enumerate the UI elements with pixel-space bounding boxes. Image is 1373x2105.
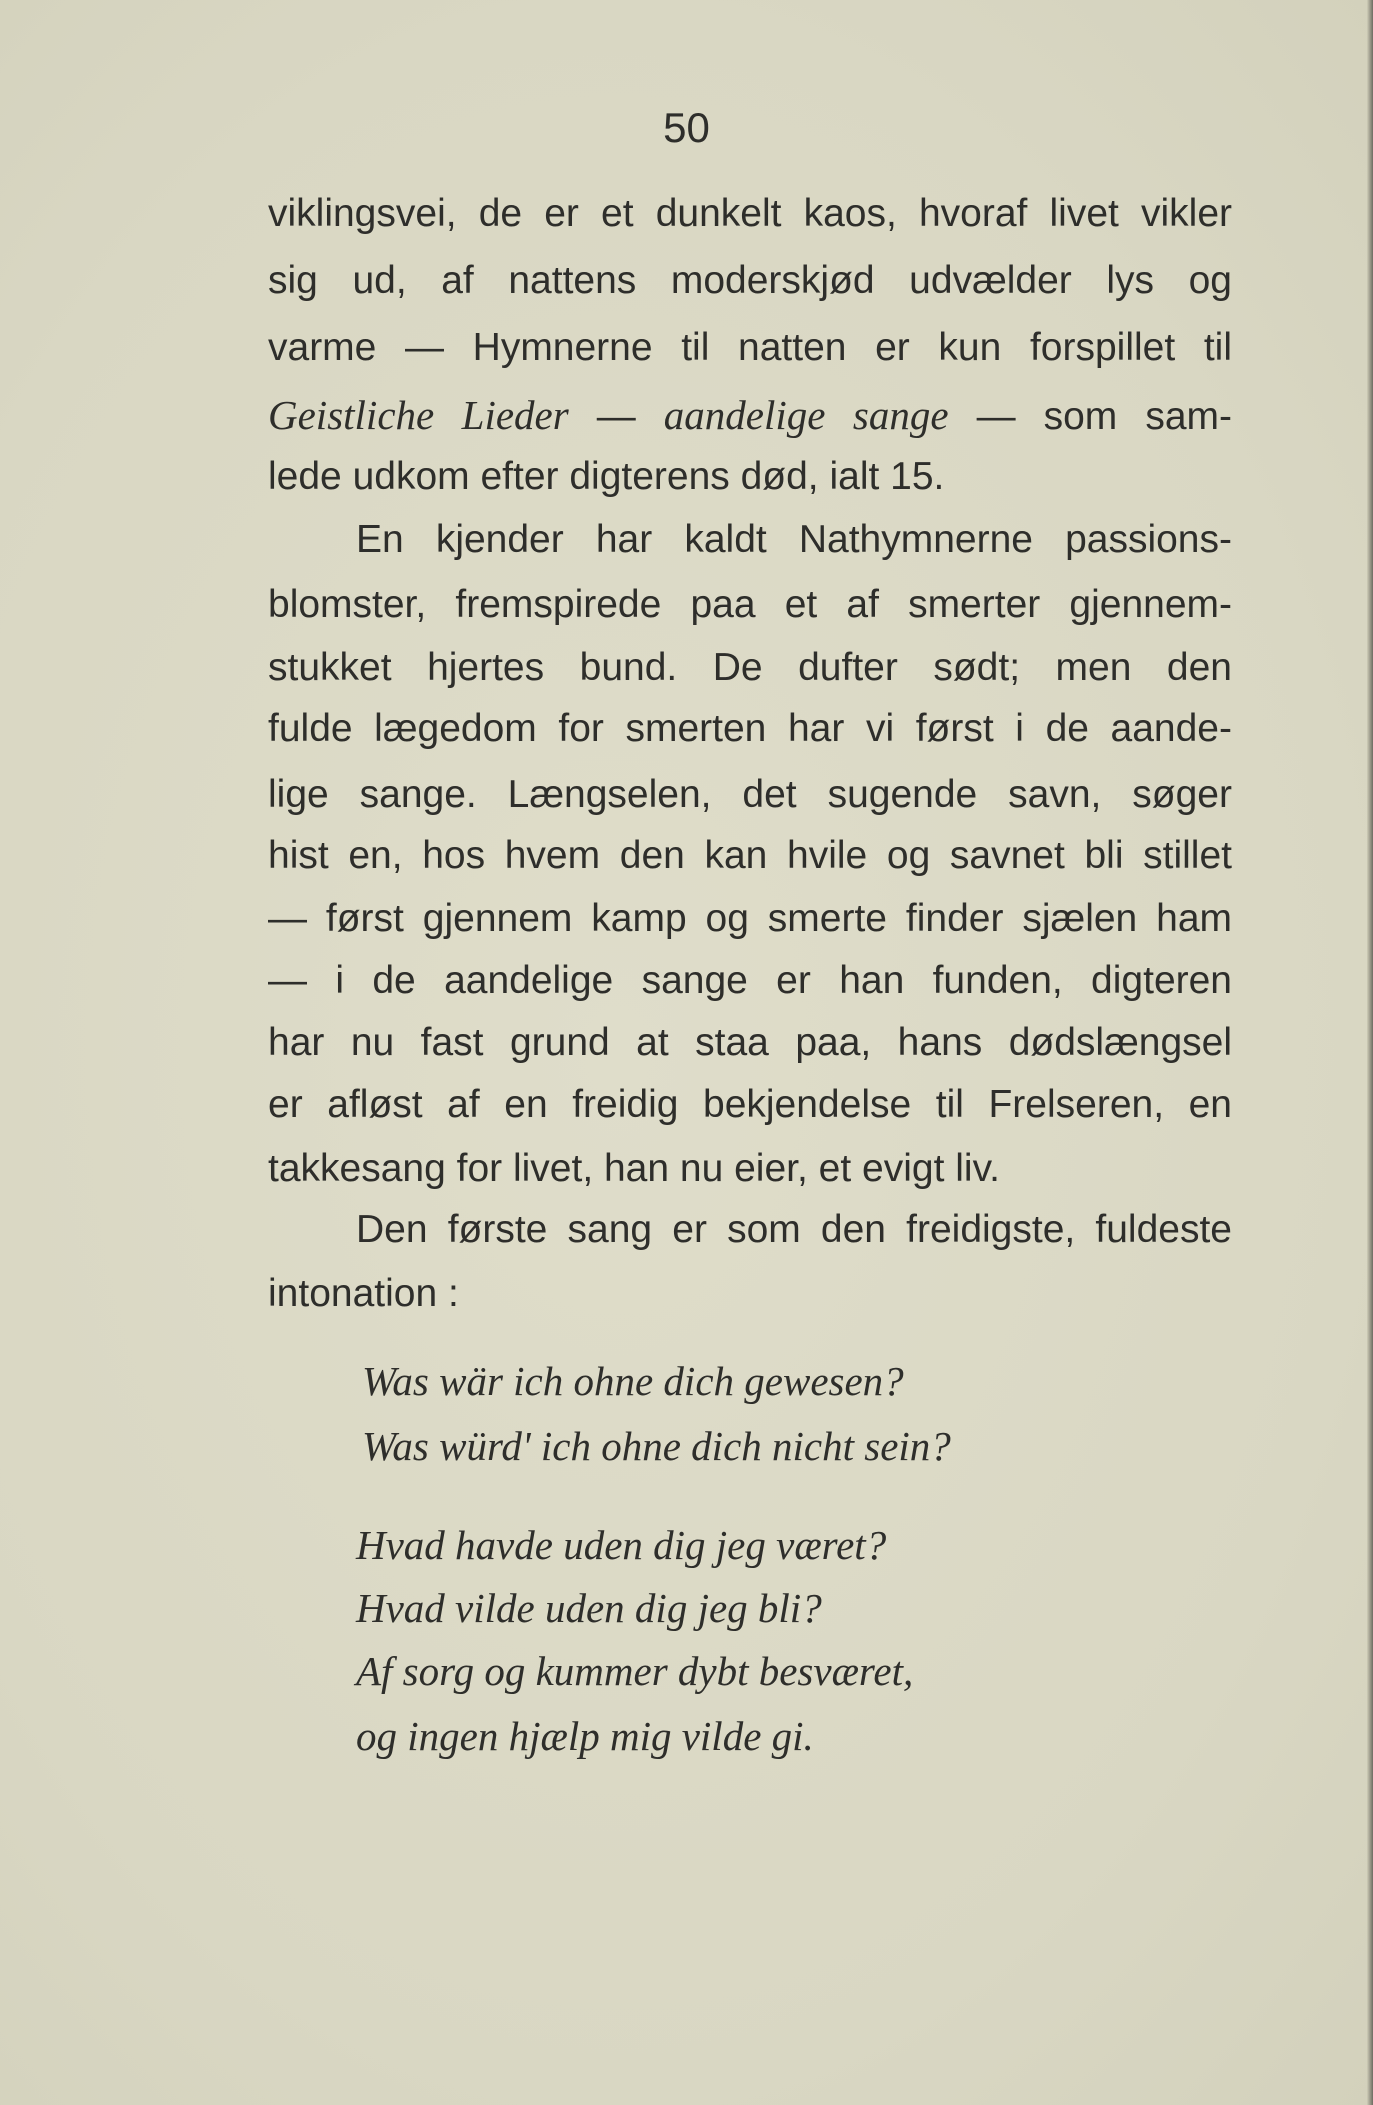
verse-line-danish: Hvad havde uden dig jeg været? [356,1522,887,1568]
text-line: takkesang for livet, han nu eier, et evigt liv. [268,1147,1001,1190]
text-line: blomster, fremspirede paa et af smerter gjennem- [268,583,1232,626]
text-line: lede udkom efter digterens død, ialt 15. [268,455,945,498]
text-line: hist en, hos hvem den kan hvile og savnet bli stillet [268,834,1232,877]
text-line: viklingsvei, de er et dunkelt kaos, hvoraf livet vikler [268,192,1232,235]
text-line-with-italics [268,390,1232,440]
text-run: — som sam- [948,395,1232,438]
text-line: har nu fast grund at staa paa, hans dødslængsel [268,1021,1232,1064]
page-number: 50 [663,104,710,151]
page-edge-shadow [1367,0,1373,2105]
paragraph-start-line: En kjender har kaldt Nathymnerne passions- [356,518,1232,561]
verse-line-german: Was würd' ich ohne dich nicht sein? [362,1423,951,1469]
verse-line-german: Was wär ich ohne dich gewesen? [362,1358,904,1404]
text-line: lige sange. Længselen, det sugende savn, søger [268,773,1232,816]
text-line: stukket hjertes bund. De dufter sødt; men den [268,646,1232,689]
italic-title-aandelige-sange: aandelige sange [663,392,949,438]
text-line: er afløst af en freidig bekjendelse til Frelseren, en [268,1083,1232,1126]
text-line: intonation : [268,1272,459,1315]
verse-line-danish: Af sorg og kummer dybt besværet, [356,1648,914,1694]
dash-separator: — [568,395,664,438]
verse-line-danish: Hvad vilde uden dig jeg bli? [356,1585,822,1631]
text-line: — først gjennem kamp og smerte finder sjælen ham [268,897,1232,940]
text-line: — i de aandelige sange er han funden, digteren [268,959,1232,1002]
text-line: sig ud, af nattens moderskjød udvælder lys og [268,259,1232,302]
paragraph-start-line: Den første sang er som den freidigste, fuldeste [356,1208,1232,1251]
text-line: varme — Hymnerne til natten er kun forspillet til [268,326,1232,369]
italic-title-geistliche-lieder: Geistliche Lieder [268,392,569,438]
verse-line-danish: og ingen hjælp mig vilde gi. [356,1713,814,1759]
text-line: fulde lægedom for smerten har vi først i de aande- [268,707,1232,750]
